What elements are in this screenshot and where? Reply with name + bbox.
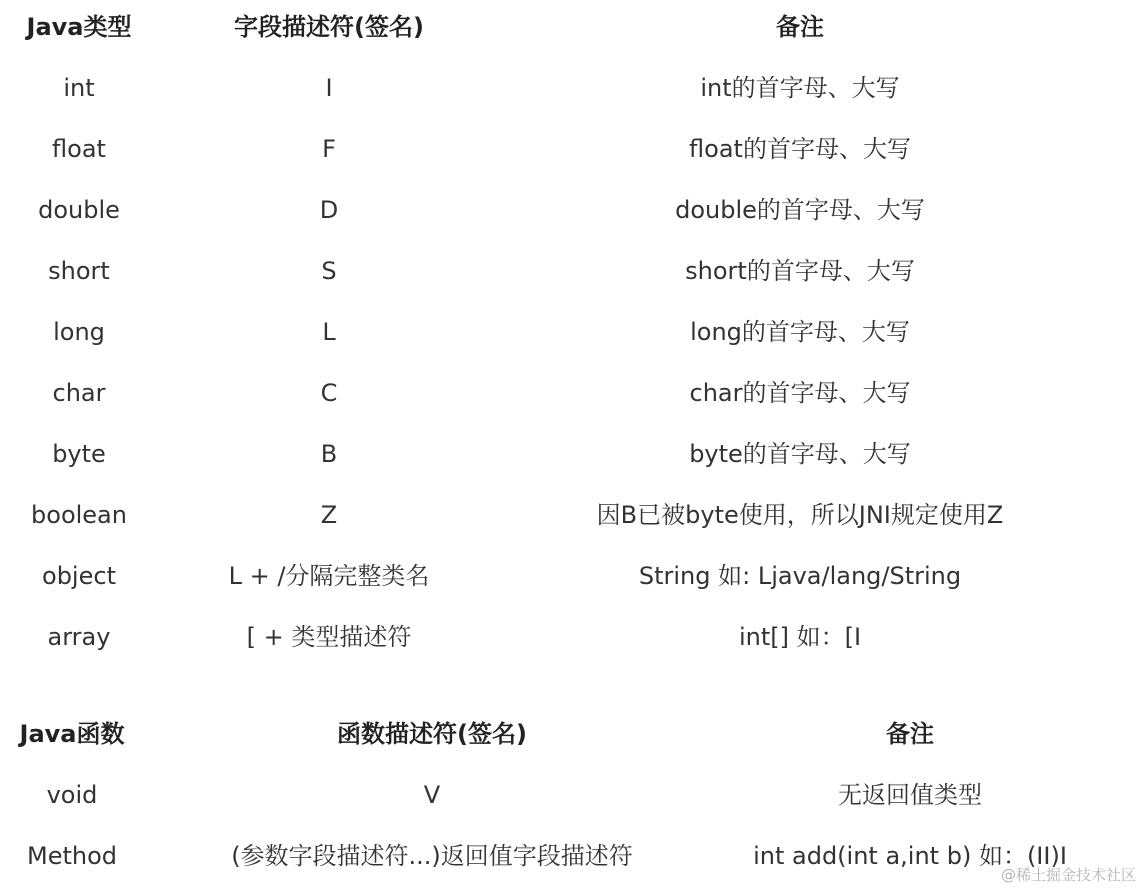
remark-cell: 无返回值类型 — [838, 781, 982, 809]
descriptor-cell: [ + 类型描述符 — [246, 623, 412, 651]
header-field-descriptor: 字段描述符(签名) — [234, 13, 424, 41]
descriptor-cell: L + /分隔完整类名 — [228, 562, 430, 590]
header-remark: 备注 — [886, 720, 934, 748]
descriptor-cell: D — [319, 196, 339, 224]
type-cell: boolean — [31, 501, 127, 529]
header-java-type: Java类型 — [26, 13, 132, 41]
descriptor-cell: Z — [320, 501, 338, 529]
remark-cell: char的首字母、大写 — [689, 379, 911, 407]
type-cell: long — [53, 318, 105, 346]
descriptor-cell: (参数字段描述符...)返回值字段描述符 — [231, 842, 633, 870]
watermark: @稀土掘金技术社区 — [1000, 866, 1136, 884]
type-cell: char — [52, 379, 106, 407]
descriptor-cell: F — [322, 135, 336, 163]
remark-cell: int[] 如：[I — [738, 623, 862, 651]
remark-cell: int add(int a,int b) 如：(II)I — [753, 842, 1067, 870]
descriptor-cell: B — [320, 440, 338, 468]
remark-cell: 因B已被byte使用，所以JNI规定使用Z — [596, 501, 1004, 529]
descriptor-cell: C — [320, 379, 338, 407]
descriptor-cell: L — [322, 318, 336, 346]
type-cell: array — [47, 623, 111, 651]
remark-cell: float的首字母、大写 — [689, 135, 911, 163]
remark-cell: String 如: Ljava/lang/String — [638, 562, 962, 590]
function-cell: void — [46, 781, 98, 809]
type-cell: int — [63, 74, 95, 102]
function-cell: Method — [26, 842, 118, 870]
remark-cell: byte的首字母、大写 — [689, 440, 911, 468]
type-cell: float — [52, 135, 106, 163]
remark-cell: int的首字母、大写 — [700, 74, 900, 102]
header-function-descriptor: 函数描述符(签名) — [337, 720, 527, 748]
descriptor-cell: V — [423, 781, 441, 809]
remark-cell: long的首字母、大写 — [690, 318, 910, 346]
type-cell: double — [38, 196, 120, 224]
descriptor-cell: S — [321, 257, 337, 285]
type-cell: object — [42, 562, 116, 590]
remark-cell: short的首字母、大写 — [685, 257, 915, 285]
descriptor-cell: I — [325, 74, 333, 102]
header-java-function: Java函数 — [19, 720, 125, 748]
type-cell: byte — [52, 440, 106, 468]
remark-cell: double的首字母、大写 — [675, 196, 925, 224]
type-cell: short — [48, 257, 110, 285]
header-remark: 备注 — [776, 13, 824, 41]
